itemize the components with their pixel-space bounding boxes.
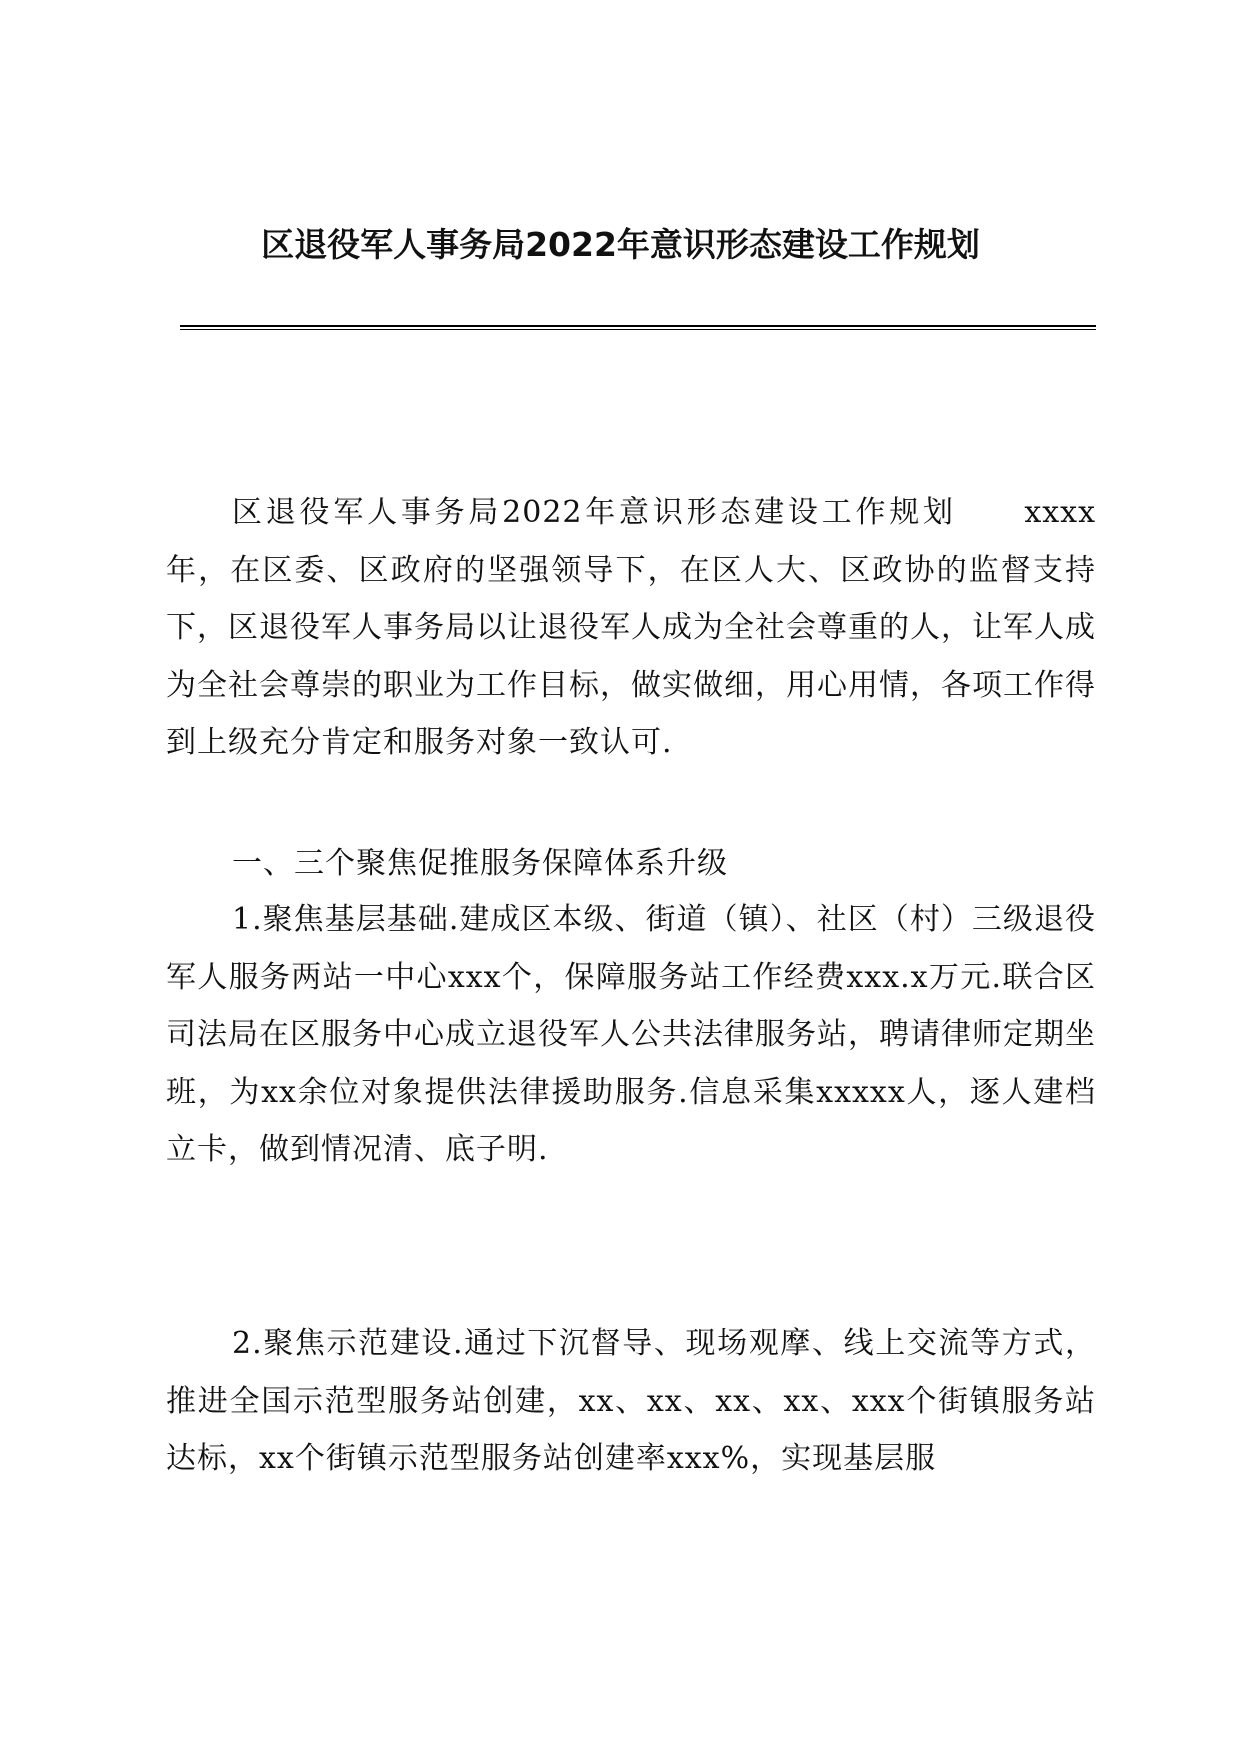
paragraph-intro: [166, 484, 1096, 772]
paragraph-text: 2.聚焦示范建设.通过下沉督导、现场观摩、线上交流等方式，推进全国示范型服务站创建，xx、xx、xx、xx、xxx个街镇服务站达标，xx个街镇示范型服务站创建率xxx%，实现基层服: [166, 1326, 1096, 1476]
document-title: 区退役军人事务局2022年意识形态建设工作规划: [261, 225, 980, 264]
paragraph-item-2: [166, 1315, 1096, 1488]
title-divider: [180, 325, 1096, 330]
paragraph-item-1: [166, 891, 1096, 1179]
section-heading-1: [166, 835, 1096, 893]
paragraph-text: 1.聚焦基层基础.建成区本级、街道（镇）、社区（村）三级退役军人服务两站一中心xxx个，保障服务站工作经费xxx.x万元.联合区司法局在区服务中心成立退役军人公共法律服务站，聘请律师定期坐班，为xx余位对象提供法律援助服务.信息采集xxxxx人，逐人建档立卡，做到情况清、底子明.: [166, 902, 1096, 1167]
section-heading-text: 一、三个聚焦促推服务保障体系升级: [232, 846, 728, 881]
paragraph-text: 区退役军人事务局2022年意识形态建设工作规划 xxxx年，在区委、区政府的坚强领导下，在区人大、区政协的监督支持下，区退役军人事务局以让退役军人成为全社会尊重的人，让军人成为全社会尊崇的职业为工作目标，做实做细，用心用情，各项工作得到上级充分肯定和服务对象一致认可.: [166, 495, 1096, 760]
